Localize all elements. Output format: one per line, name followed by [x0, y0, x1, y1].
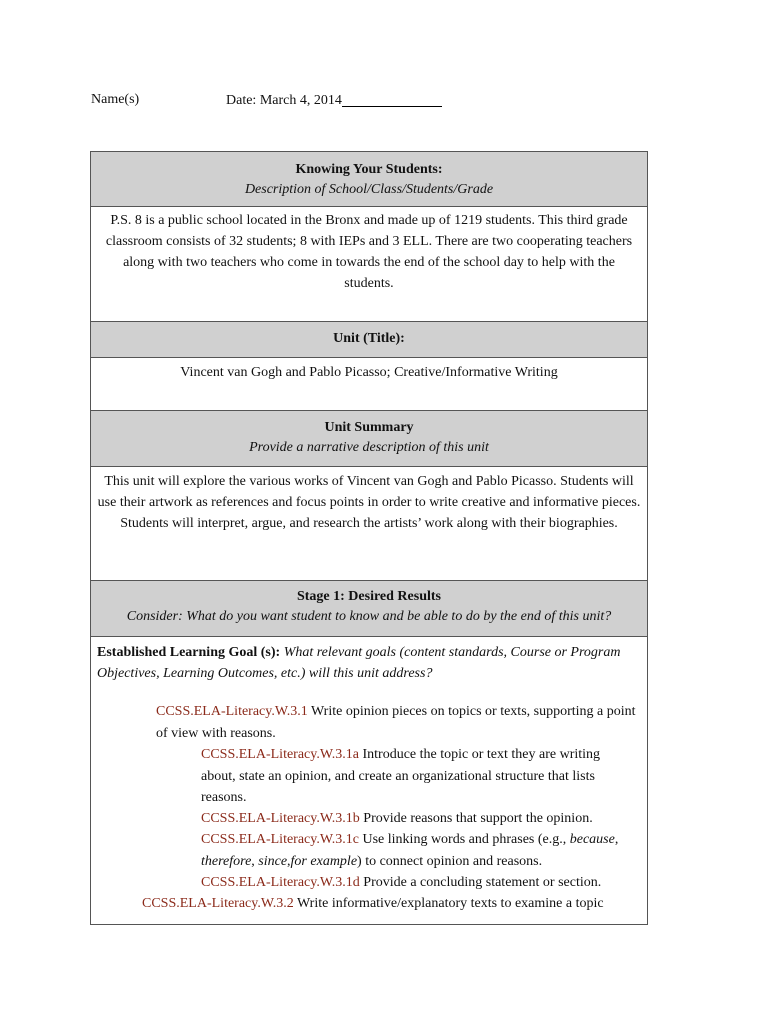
- unit-summary-title: Unit Summary: [324, 420, 414, 435]
- standard-w32: [142, 893, 647, 915]
- unit-summary-body: This unit will explore the various works of Vincent van Gogh and Pablo Picasso. Students will use their artwork as references and focus points in order to write creative and informative pieces. Students will interpret, argue, and research the artists’ work along with their biographies.: [91, 467, 647, 581]
- standard-code: CCSS.ELA-Literacy.W.3.1: [156, 704, 308, 719]
- learning-goals-prompt: [97, 642, 641, 684]
- example-word: because: [569, 832, 615, 847]
- unit-title-label: Unit (Title):: [333, 331, 405, 346]
- unit-summary-header: [91, 411, 647, 467]
- standard-text: Write opinion pieces on topics or texts, supporting a point of view with reasons.: [156, 704, 636, 741]
- students-subtitle: Description of School/Class/Students/Grade: [244, 182, 494, 197]
- unit-plan-table: [90, 151, 648, 925]
- example-word: therefore: [201, 853, 252, 869]
- standard-code: CCSS.ELA-Literacy.W.3.1d: [201, 875, 360, 890]
- standard-text: ) to connect opinion and reasons.: [357, 853, 543, 869]
- learning-goals-question: What relevant goals (content standards, Course or Program Objectives, Learning Outcomes, etc.) will this unit address?: [97, 645, 621, 681]
- standard-w31: [156, 701, 646, 744]
- example-word: for example: [290, 853, 358, 869]
- stage1-subtitle: Consider: What do you want student to know and be able to do by the end of this unit?: [126, 609, 612, 624]
- standard-text: Use linking words and phrases (e.g.,: [359, 832, 570, 847]
- standard-text: Write informative/explanatory texts to examine a topic: [293, 896, 604, 911]
- students-header: [91, 152, 647, 207]
- standard-text: Provide reasons that support the opinion.: [359, 811, 593, 826]
- learning-goals-cell: [91, 637, 647, 924]
- separator: ,: [614, 832, 619, 847]
- students-title: Knowing Your Students:: [295, 162, 443, 177]
- document-header: [91, 92, 342, 108]
- students-body: P.S. 8 is a public school located in the Bronx and made up of 1219 students. This third grade classroom consists of 32 students; 8 with IEPs and 3 ELL. There are two cooperating teachers along with two teachers who come in towards the end of the school day to help with the students.: [91, 207, 647, 322]
- date-line: [226, 92, 442, 109]
- unit-title-body: Vincent van Gogh and Pablo Picasso; Creative/Informative Writing: [91, 358, 647, 411]
- standard-code: CCSS.ELA-Literacy.W.3.2: [142, 896, 294, 911]
- standard-w31a: [201, 744, 631, 809]
- separator: ,: [251, 853, 259, 869]
- standard-w31b: [201, 808, 641, 830]
- date-blank-line: [342, 92, 442, 107]
- stage1-title: Stage 1: Desired Results: [296, 589, 441, 604]
- standard-w31d: [201, 872, 641, 894]
- standard-text: Introduce the topic or text they are writing about, state an opinion, and create an organizational structure that lists reasons.: [201, 747, 601, 805]
- unit-title-header: [91, 322, 647, 358]
- date-label: Date: March 4, 2014: [226, 93, 342, 108]
- stage1-header: [91, 581, 647, 637]
- learning-goals-lead: Established Learning Goal (s):: [97, 645, 281, 660]
- standard-code: CCSS.ELA-Literacy.W.3.1c: [201, 832, 359, 847]
- unit-summary-subtitle: Provide a narrative description of this unit: [249, 440, 489, 455]
- standard-code: CCSS.ELA-Literacy.W.3.1b: [201, 811, 360, 826]
- separator: ,: [287, 853, 291, 869]
- standard-text: Provide a concluding statement or section.: [359, 875, 602, 890]
- names-label: Name(s): [91, 92, 140, 107]
- example-word: since: [258, 853, 288, 869]
- standard-w31c: [201, 829, 641, 872]
- standard-code: CCSS.ELA-Literacy.W.3.1a: [201, 747, 359, 762]
